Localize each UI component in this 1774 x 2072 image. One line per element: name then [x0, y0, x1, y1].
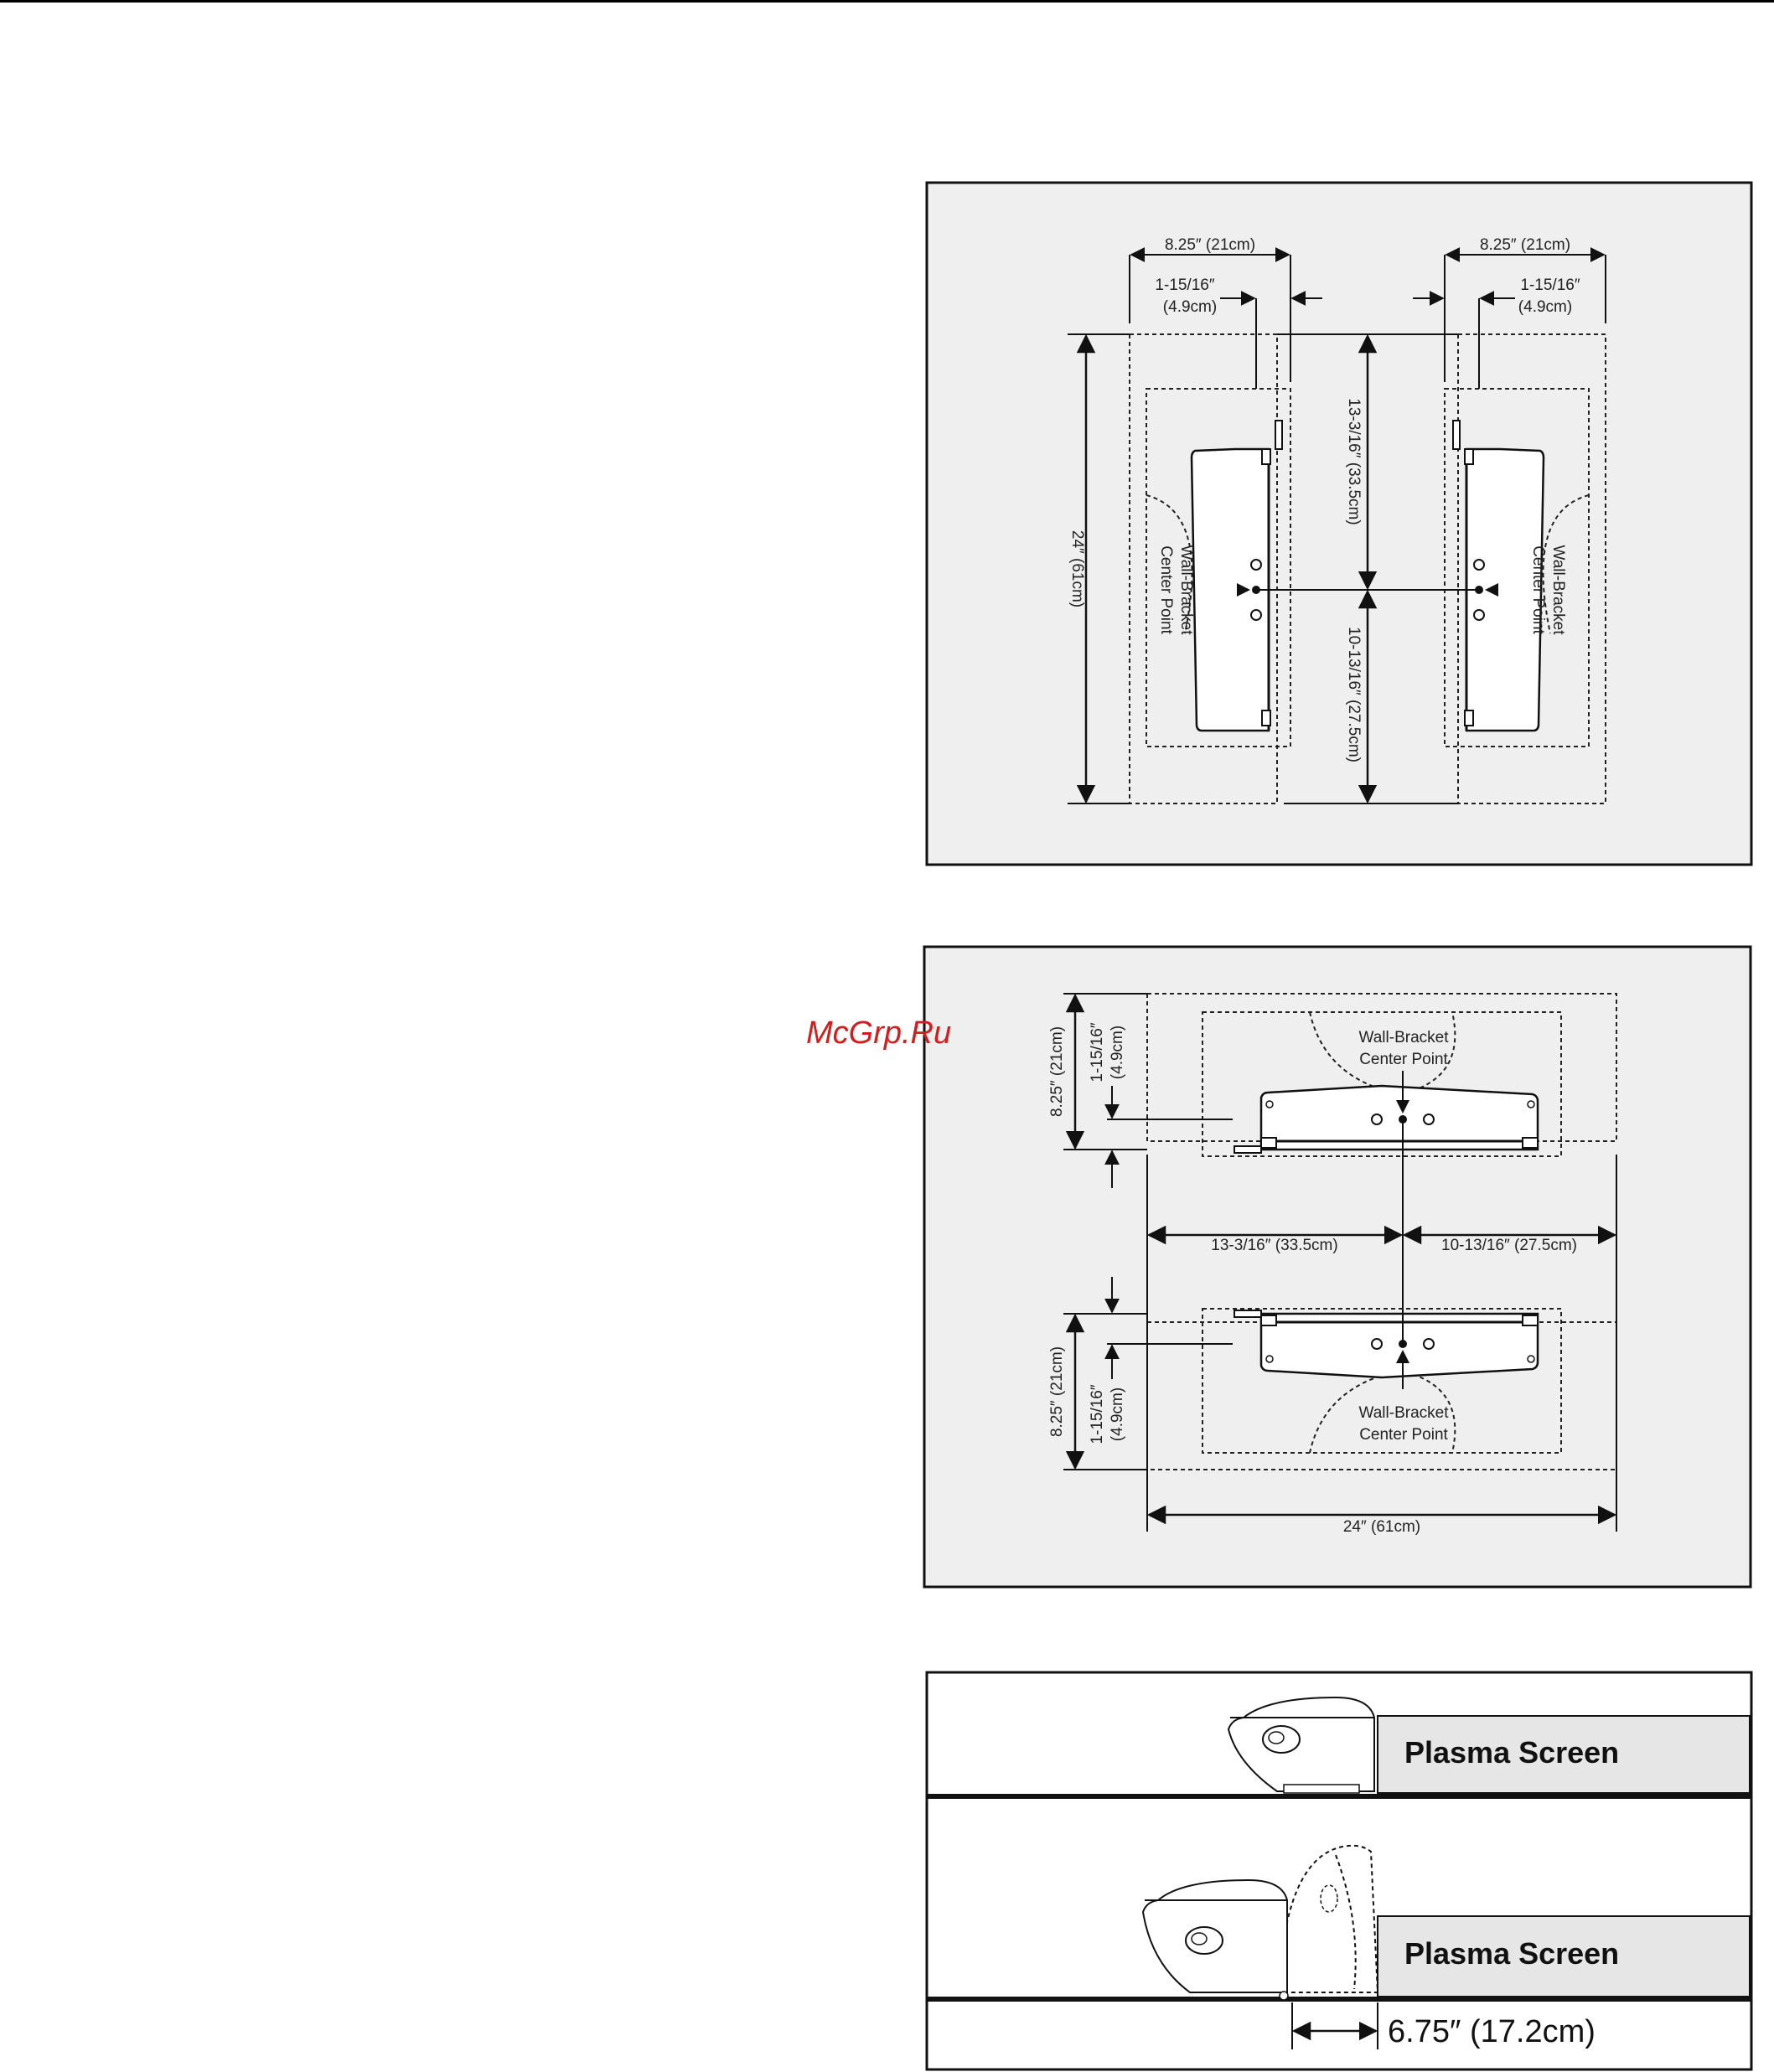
top-height-label: 8.25″ (21cm)	[1048, 1026, 1066, 1118]
figure-horizontal-mount-diagram	[923, 945, 1752, 1589]
top-plasma-label: Plasma Screen	[1404, 1735, 1620, 1770]
figure-side-clearance-diagram	[925, 1671, 1753, 2072]
offset-right-label-2: (4.9cm)	[1518, 298, 1573, 316]
bottom-height-label: 8.25″ (21cm)	[1048, 1346, 1066, 1438]
top-offset-label-1: 1-15/16″	[1089, 1022, 1106, 1083]
left-bracket-tab-top	[1262, 449, 1270, 464]
bottom-offset-label-2: (4.9cm)	[1109, 1387, 1126, 1442]
center-left-label-2: Center Point	[1157, 545, 1175, 634]
bottom-center-label-1: Wall-Bracket	[1358, 1404, 1449, 1422]
top-center-label-2: Center Point	[1359, 1051, 1448, 1068]
left-bracket-tab-bottom	[1262, 710, 1270, 726]
width-right-label: 8.25″ (21cm)	[1479, 236, 1571, 254]
clearance-label: 6.75″ (17.2cm)	[1388, 2014, 1596, 2049]
left-bracket-pin	[1275, 421, 1282, 449]
offset-right-label-1: 1-15/16″	[1520, 276, 1580, 294]
width-total-label: 24″ (61cm)	[1342, 1518, 1421, 1536]
left-dim-label: 13-3/16″ (33.5cm)	[1211, 1237, 1338, 1254]
bottom-plasma-label: Plasma Screen	[1404, 1936, 1620, 1971]
bottom-offset-label-1: 1-15/16″	[1089, 1384, 1106, 1444]
right-bracket-tab-top	[1465, 449, 1473, 464]
page-top-rule	[0, 0, 1774, 3]
offset-left-label-1: 1-15/16″	[1155, 276, 1215, 294]
center-right-label-1: Wall-Bracket	[1549, 545, 1567, 635]
lower-dim-label: 10-13/16″ (27.5cm)	[1345, 627, 1363, 762]
right-dim-label: 10-13/16″ (27.5cm)	[1441, 1237, 1577, 1254]
top-offset-label-2: (4.9cm)	[1109, 1025, 1126, 1080]
right-bracket-pin	[1453, 421, 1460, 449]
right-bracket-tab-bottom	[1465, 710, 1473, 726]
figure-vertical-mount-diagram	[925, 181, 1753, 866]
watermark: McGrp.Ru	[806, 1015, 952, 1051]
figure-frame	[927, 183, 1751, 865]
width-left-label: 8.25″ (21cm)	[1164, 236, 1256, 254]
upper-dim-label: 13-3/16″ (33.5cm)	[1345, 398, 1363, 525]
offset-left-label-2: (4.9cm)	[1162, 298, 1218, 316]
center-right-label-2: Center Point	[1529, 545, 1547, 634]
bottom-center-label-2: Center Point	[1359, 1426, 1448, 1444]
top-center-label-1: Wall-Bracket	[1358, 1029, 1449, 1046]
center-left-label-1: Wall-Bracket	[1177, 545, 1195, 635]
height-total-label: 24″ (61cm)	[1068, 530, 1086, 608]
